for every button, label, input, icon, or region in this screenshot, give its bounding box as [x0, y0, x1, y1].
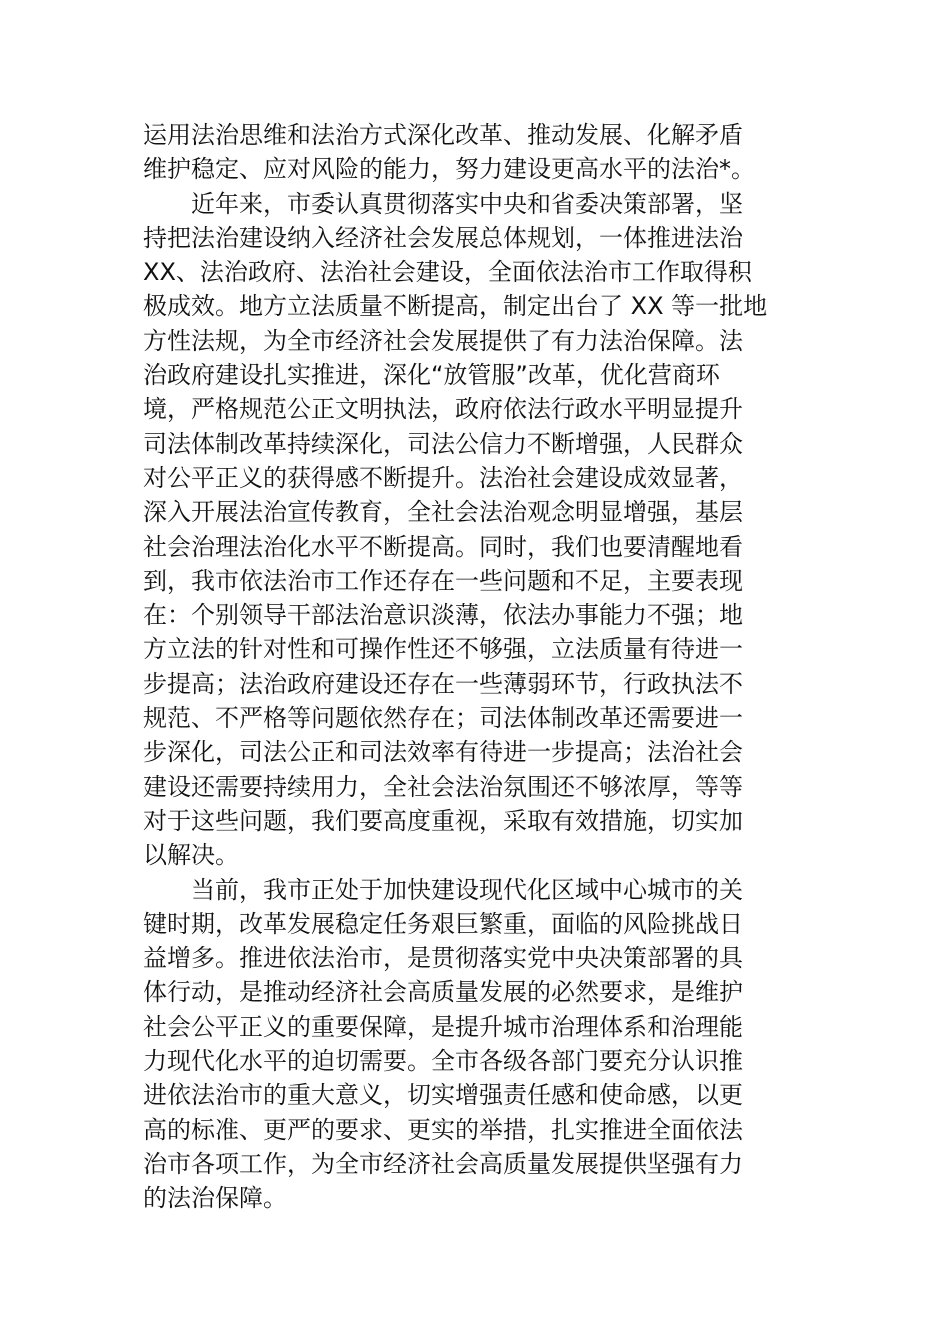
text-line: 持把法治建设纳入经济社会发展总体规划，一体推进法治: [143, 223, 743, 252]
text-line: 运用法治思维和法治方式深化改革、推动发展、化解矛盾: [143, 121, 743, 149]
text-line: 高的标准、更严的要求、更实的举措，扎实推进全面依法: [143, 1115, 743, 1144]
text-line: 治市各项工作，为全市经济社会高质量发展提供坚强有力: [143, 1149, 743, 1178]
text-line: 建设还需要持续用力，全社会法治氛围还不够浓厚，等等: [143, 772, 743, 801]
text-line: 极成效。地方立法质量不断提高，制定出台了 XX 等一批地: [143, 292, 768, 321]
text-line: 步提高；法治政府建设还存在一些薄弱环节，行政执法不: [143, 669, 743, 698]
text-line: 对于这些问题，我们要高度重视，采取有效措施，切实加: [143, 806, 743, 835]
text-line: 的法治保障。: [143, 1184, 287, 1213]
text-line: 方性法规，为全市经济社会发展提供了有力法治保障。法: [143, 326, 743, 355]
text-line: 以解决。: [143, 841, 239, 870]
text-line: 键时期，改革发展稳定任务艰巨繁重，面临的风险挑战日: [143, 909, 743, 938]
text-line: 社会治理法治化水平不断提高。同时，我们也要清醒地看: [143, 532, 743, 561]
paragraph-start-line: 近年来，市委认真贯彻落实中央和省委决策部署，坚: [191, 189, 743, 218]
text-line: 对公平正义的获得感不断提升。法治社会建设成效显著，: [143, 463, 743, 492]
text-line: 体行动，是推动经济社会高质量发展的必然要求，是维护: [143, 978, 743, 1007]
text-line: 进依法治市的重大意义，切实增强责任感和使命感，以更: [143, 1081, 743, 1110]
paragraph-start-line: 当前，我市正处于加快建设现代化区域中心城市的关: [191, 875, 743, 904]
text-line: 到，我市依法治市工作还存在一些问题和不足，主要表现: [143, 566, 743, 595]
text-line: 社会公平正义的重要保障，是提升城市治理体系和治理能: [143, 1012, 743, 1041]
text-line: 规范、不严格等问题依然存在；司法体制改革还需要进一: [143, 704, 743, 733]
text-line: 步深化，司法公正和司法效率有待进一步提高；法治社会: [143, 738, 743, 767]
text-line: 司法体制改革持续深化，司法公信力不断增强，人民群众: [143, 429, 743, 458]
text-line: 维护稳定、应对风险的能力，努力建设更高水平的法治*。: [143, 155, 755, 184]
text-line: 力现代化水平的迫切需要。全市各级各部门要充分认识推: [143, 1047, 743, 1076]
text-line: 治政府建设扎实推进，深化“放管服”改革，优化营商环: [143, 361, 720, 390]
text-line: XX、法治政府、法治社会建设，全面依法治市工作取得积: [143, 258, 752, 287]
text-line: 境，严格规范公正文明执法，政府依法行政水平明显提升: [143, 395, 743, 424]
text-line: 在：个别领导干部法治意识淡薄，依法办事能力不强；地: [143, 601, 743, 630]
text-line: 深入开展法治宣传教育，全社会法治观念明显增强，基层: [143, 498, 743, 527]
text-line: 益增多。推进依法治市，是贯彻落实党中央决策部署的具: [143, 944, 743, 973]
text-line: 方立法的针对性和可操作性还不够强，立法质量有待进一: [143, 635, 743, 664]
document-body: [143, 118, 811, 1216]
